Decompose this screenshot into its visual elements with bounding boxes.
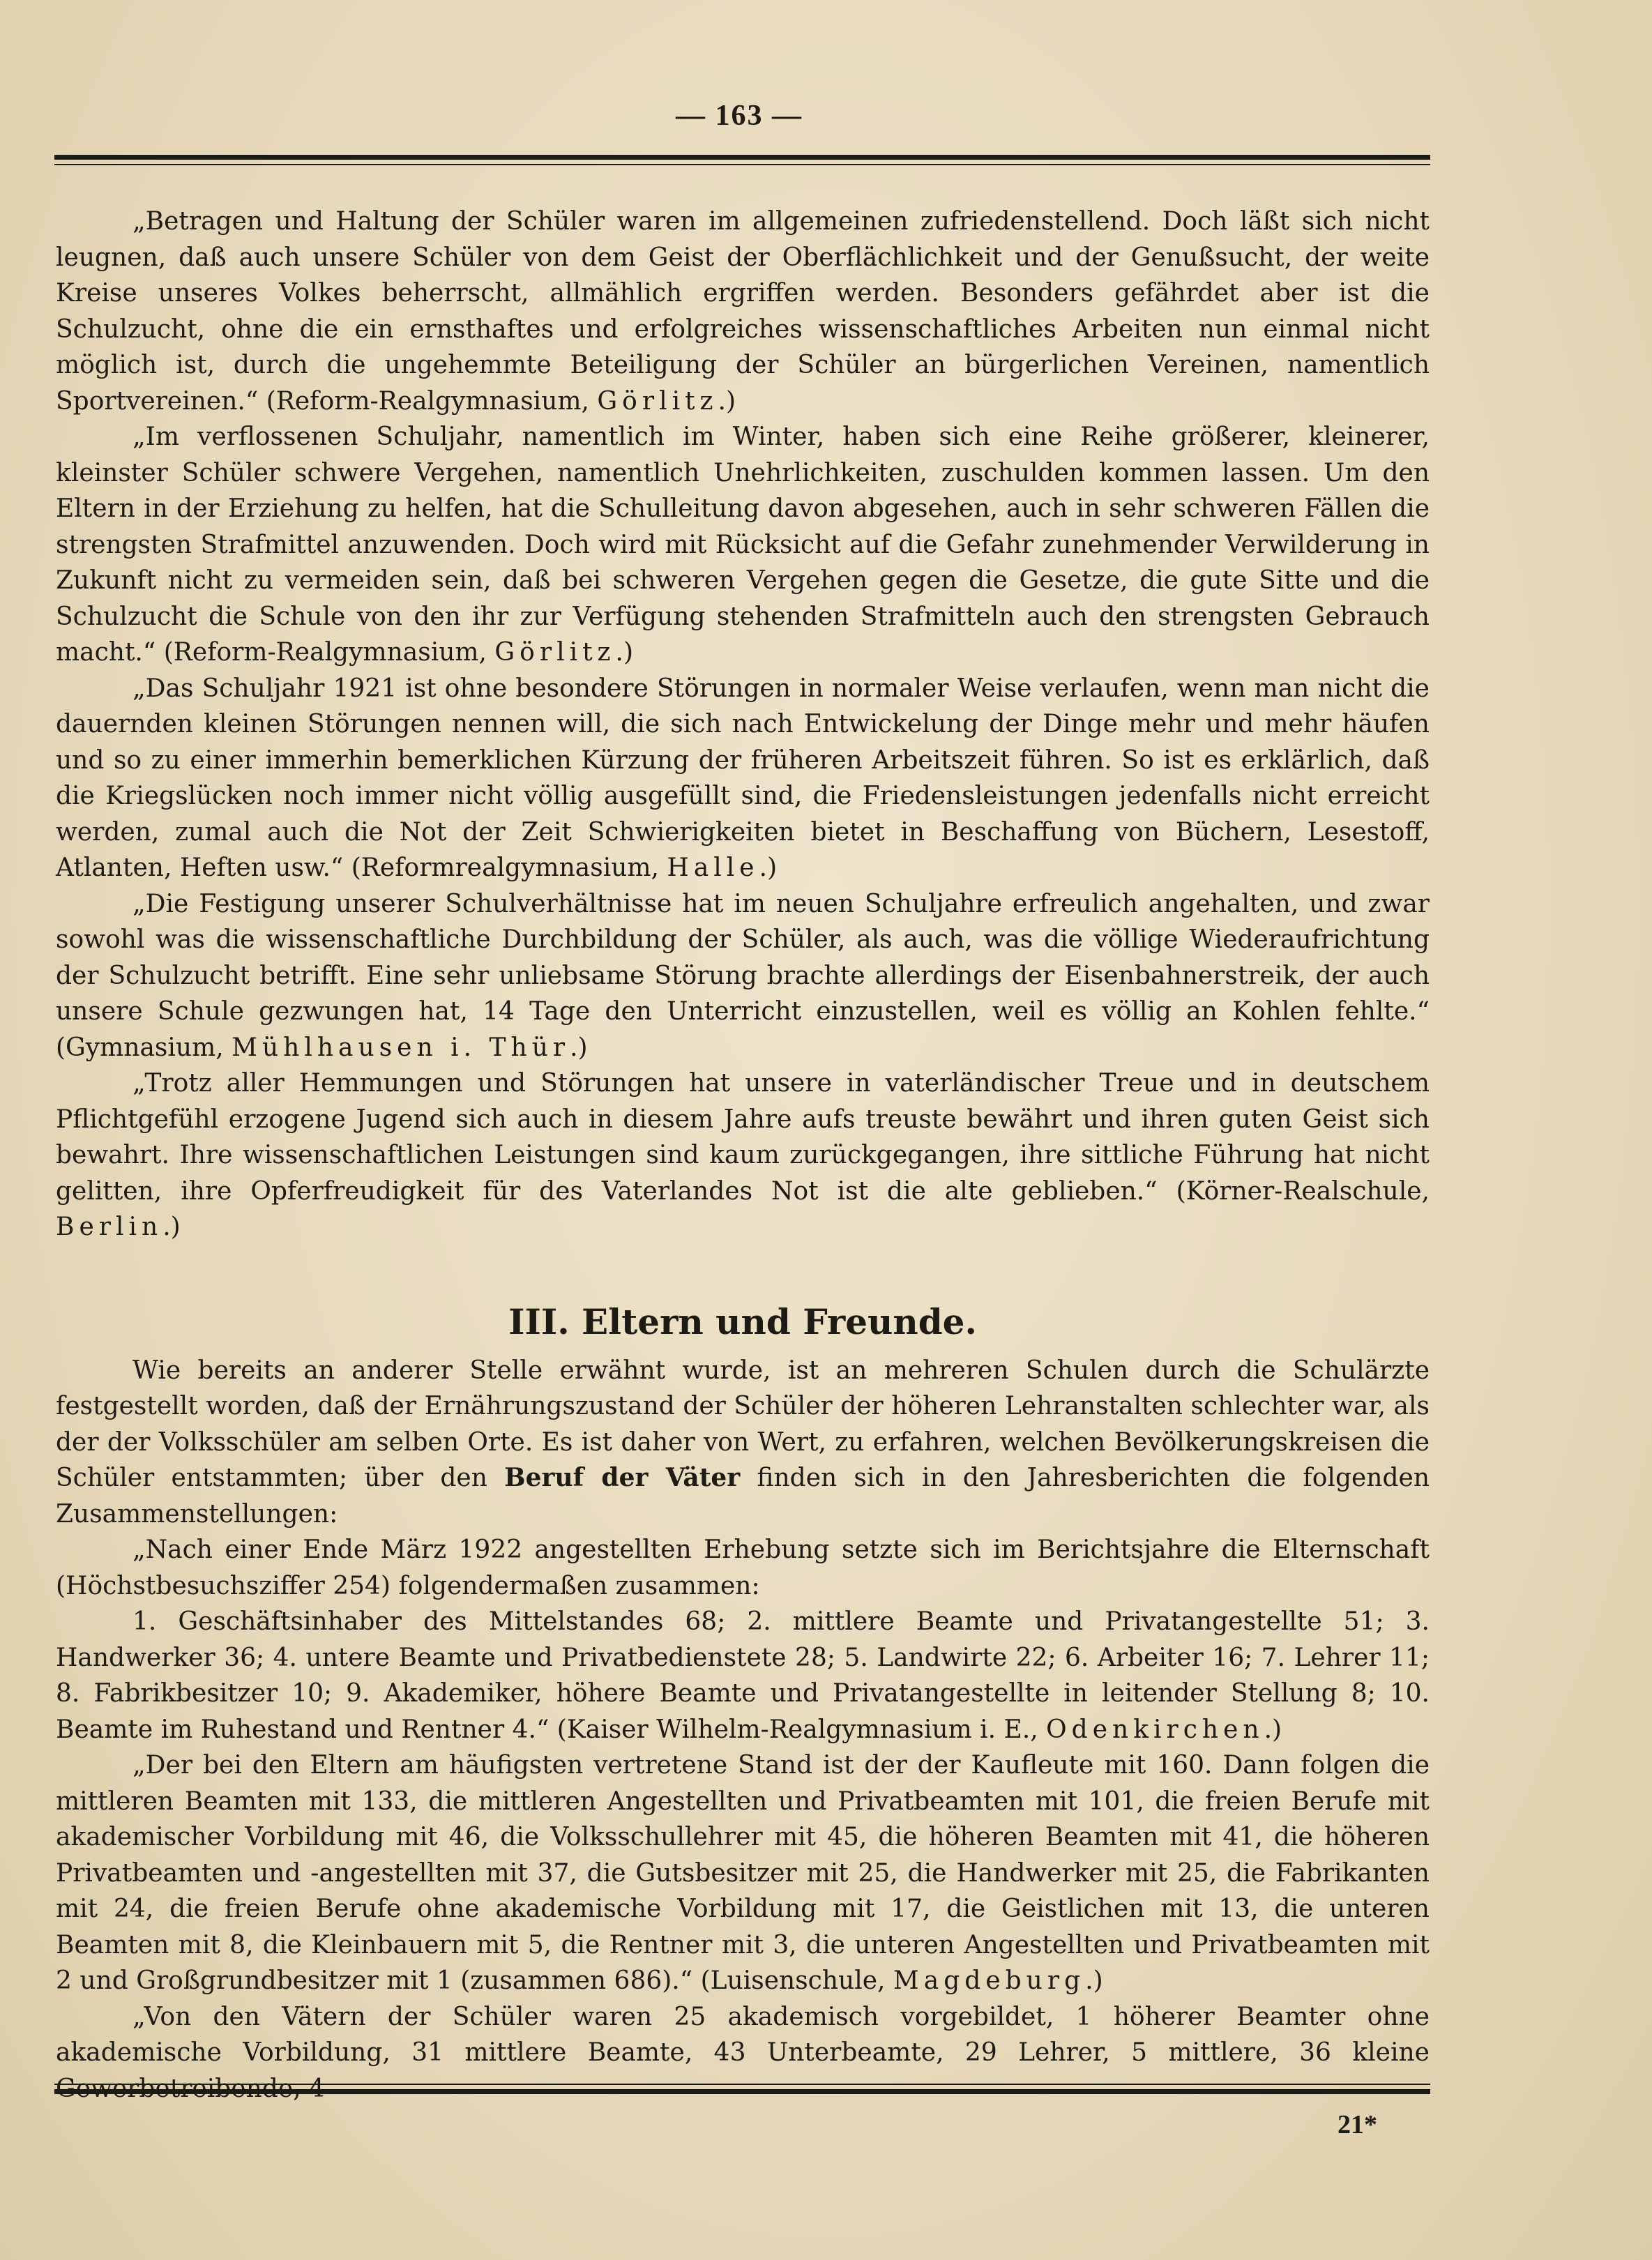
place-name: Görlitz [494,638,616,667]
section-heading: III. Eltern und Freunde. [508,1300,977,1342]
paragraph-text: 1. Geschäftsinhaber des Mittelstandes 68; 2. mittlere Beamte und Privatangestellte 51; 3. Handwerker 36; 4. untere Beamte und Privatbedienstete 28; 5. Landwirte 22; 6. Arbeiter 16; 7. Lehrer 11; 8. Fabrikbesitzer 10; 9. Akademiker, höhere Beamte und Privatangestellte in leitender Stellung 8; 10. Beamte im Ruhestand und Rentner 4.“ (Kaiser Wilhelm-Realgymnasium i. E., [56,1607,1430,1744]
paragraph-text: „Betragen und Haltung der Schüler waren im allgemeinen zufriedenstellend. Doch läßt sich nicht leugnen, daß auch unsere Schüler von dem Geist der Oberflächlichkeit und der Genußsucht, der weite Kreise unseres Volkes beherrscht, allmählich ergriffen werden. Besonders gefährdet aber ist die Schulzucht, ohne die ein ernsthaftes und erfolgreiches wissenschaftliches Arbeiten nun einmal nicht möglich ist, durch die ungehemmte Beteiligung der Schüler an bürgerlichen Vereinen, namentlich Sportvereinen.“ (Reform-Realgymnasium, [56,207,1430,416]
intro-text: Wie bereits an anderer Stelle erwähnt wurde, ist an mehreren Schulen durch die Schulärzte festgestellt worden, daß der Ernährungszustand der Schüler der höheren Lehranstalten schlechter war, als der der Volksschüler am selben Orte. Es ist daher von Wert, zu erfahren, welchen Bevölkerungskreisen die Schüler entstammten; über den [56,1356,1430,1492]
paragraph [56,1747,1430,1999]
emphasis-text: Beruf der Väter [504,1463,741,1492]
paragraph-tail: .) [570,1033,588,1062]
place-name: Görlitz [597,386,718,416]
paragraph-text: „Von den Vätern der Schüler waren 25 akademisch vorgebildet, 1 höherer Beamter ohne akademische Vorbildung, 31 mittlere Beamte, 43 Unterbeamte, 29 Lehrer, 5 mittlere, 36 kleine Gewerbetreibende, 4 [56,2002,1430,2103]
intro-text-end: finden sich in den Jahresberichten die folgenden Zusammenstellungen: [56,1464,1430,1529]
paragraph-tail: .) [759,854,778,882]
paragraph-tail: .) [718,386,736,416]
place-name: Odenkirchen [1046,1715,1264,1744]
paragraph-text: „Der bei den Eltern am häufigsten vertretene Stand ist der der Kaufleute mit 160. Dann folgen die mittleren Beamten mit 133, die mittleren Angestellten und Privatbeamten mit 101, die freien Berufe mit akademischer Vorbildung mit 46, die Volksschullehrer mit 45, die höheren Beamten mit 41, die höheren Privatbeamten und -angestellten mit 37, die Gutsbesitzer mit 25, die Handwerker mit 25, die Fabrikanten mit 24, die freien Berufe ohne akademische Vorbildung mit 17, die Geistlichen mit 13, die unteren Beamten mit 8, die Kleinbauern mit 5, die Rentner mit 3, die unteren Angestellten und Privatbeamten mit 2 und Großgrundbesitzer mit 1 (zusammen 686).“ (Luisenschule, [56,1751,1430,1995]
header-rule [54,155,1430,165]
page-body [56,204,1430,2107]
paragraph [56,671,1430,886]
place-name: Berlin [56,1213,163,1241]
paragraph-text: „Trotz aller Hemmungen und Störungen hat unsere in vaterländischer Treue und in deutschem Pflichtgefühl erzogene Jugend sich auch in diesem Jahre aufs treuste bewährt und ihren guten Geist sich bewahrt. Ihre wissenschaftlichen Leistungen sind kaum zurückgegangen, ihre sittliche Führung hat nicht gelitten, ihre Opferfreudigkeit für des Vaterlandes Not ist die alte geblieben.“ (Körner-Realschule, [56,1069,1430,1206]
paragraph [56,886,1430,1066]
quote-section-1 [56,204,1430,1245]
page-number: — 163 — [676,100,803,132]
paragraph-text: „Das Schuljahr 1921 ist ohne besondere Störungen in normaler Weise verlaufen, wenn man nicht die dauernden kleinen Störungen nennen will, die sich nach Entwickelung der Dinge mehr und mehr häufen und so zu einer immerhin bemerklichen Kürzung der früheren Arbeitszeit führen. So ist es erklärlich, daß die Kriegslücken noch immer nicht völlig ausgefüllt sind, die Friedensleistungen jedenfalls nicht erreicht werden, zumal auch die Not der Zeit Schwierigkeiten bietet in Beschaffung von Büchern, Lesestoff, Atlanten, Heften usw.“ (Reformrealgymnasium, [56,674,1430,882]
paragraph-tail: .) [1264,1715,1282,1744]
footer-rule [54,2084,1430,2094]
paragraph [56,1065,1430,1245]
paragraph [56,419,1430,671]
paragraph-tail: .) [162,1213,181,1241]
sheet-signature: 21* [1337,2110,1377,2139]
place-name: Mühlhausen i. Thür [232,1033,570,1062]
place-name: Halle [667,854,759,882]
paragraph [56,1532,1430,1604]
intro-paragraph [56,1353,1430,1533]
quote-section-2 [56,1532,1430,2107]
paragraph-tail: .) [615,638,634,667]
paragraph-text: „Die Festigung unserer Schulverhältnisse hat im neuen Schuljahre erfreulich angehalten, und zwar sowohl was die wissenschaftliche Durchbildung der Schüler, als auch, was die völlige Wiederaufrichtung der Schulzucht betrifft. Eine sehr unliebsame Störung brachte allerdings der Eisenbahnerstreik, der auch unsere Schule gezwungen hat, 14 Tage den Unterricht einzustellen, weil es völlig an Kohlen fehlte.“ (Gymnasium, [56,889,1430,1062]
place-name: Magdeburg [893,1966,1086,1995]
paragraph [56,204,1430,419]
paragraph [56,1604,1430,1747]
paragraph-text: „Im verflossenen Schuljahr, namentlich im Winter, haben sich eine Reihe größerer, kleinerer, kleinster Schüler schwere Vergehen, namentlich Unehrlichkeiten, zuschulden kommen lassen. Um den Eltern in der Erziehung zu helfen, hat die Schulleitung davon abgesehen, auch in sehr schweren Fällen die strengsten Strafmittel anzuwenden. Doch wird mit Rücksicht auf die Gefahr zunehmender Verwilderung in Zukunft nicht zu vermeiden sein, daß bei schweren Vergehen gegen die Gesetze, die gute Sitte und die Schulzucht die Schule von den ihr zur Verfügung stehenden Strafmitteln auch den strengsten Gebrauch macht.“ (Reform-Realgymnasium, [56,423,1430,667]
paragraph-text: „Nach einer Ende März 1922 angestellten Erhebung setzte sich im Berichtsjahre die Elternschaft (Höchstbesuchsziffer 254) folgendermaßen zusammen: [56,1535,1430,1600]
paragraph-tail: .) [1085,1966,1103,1995]
